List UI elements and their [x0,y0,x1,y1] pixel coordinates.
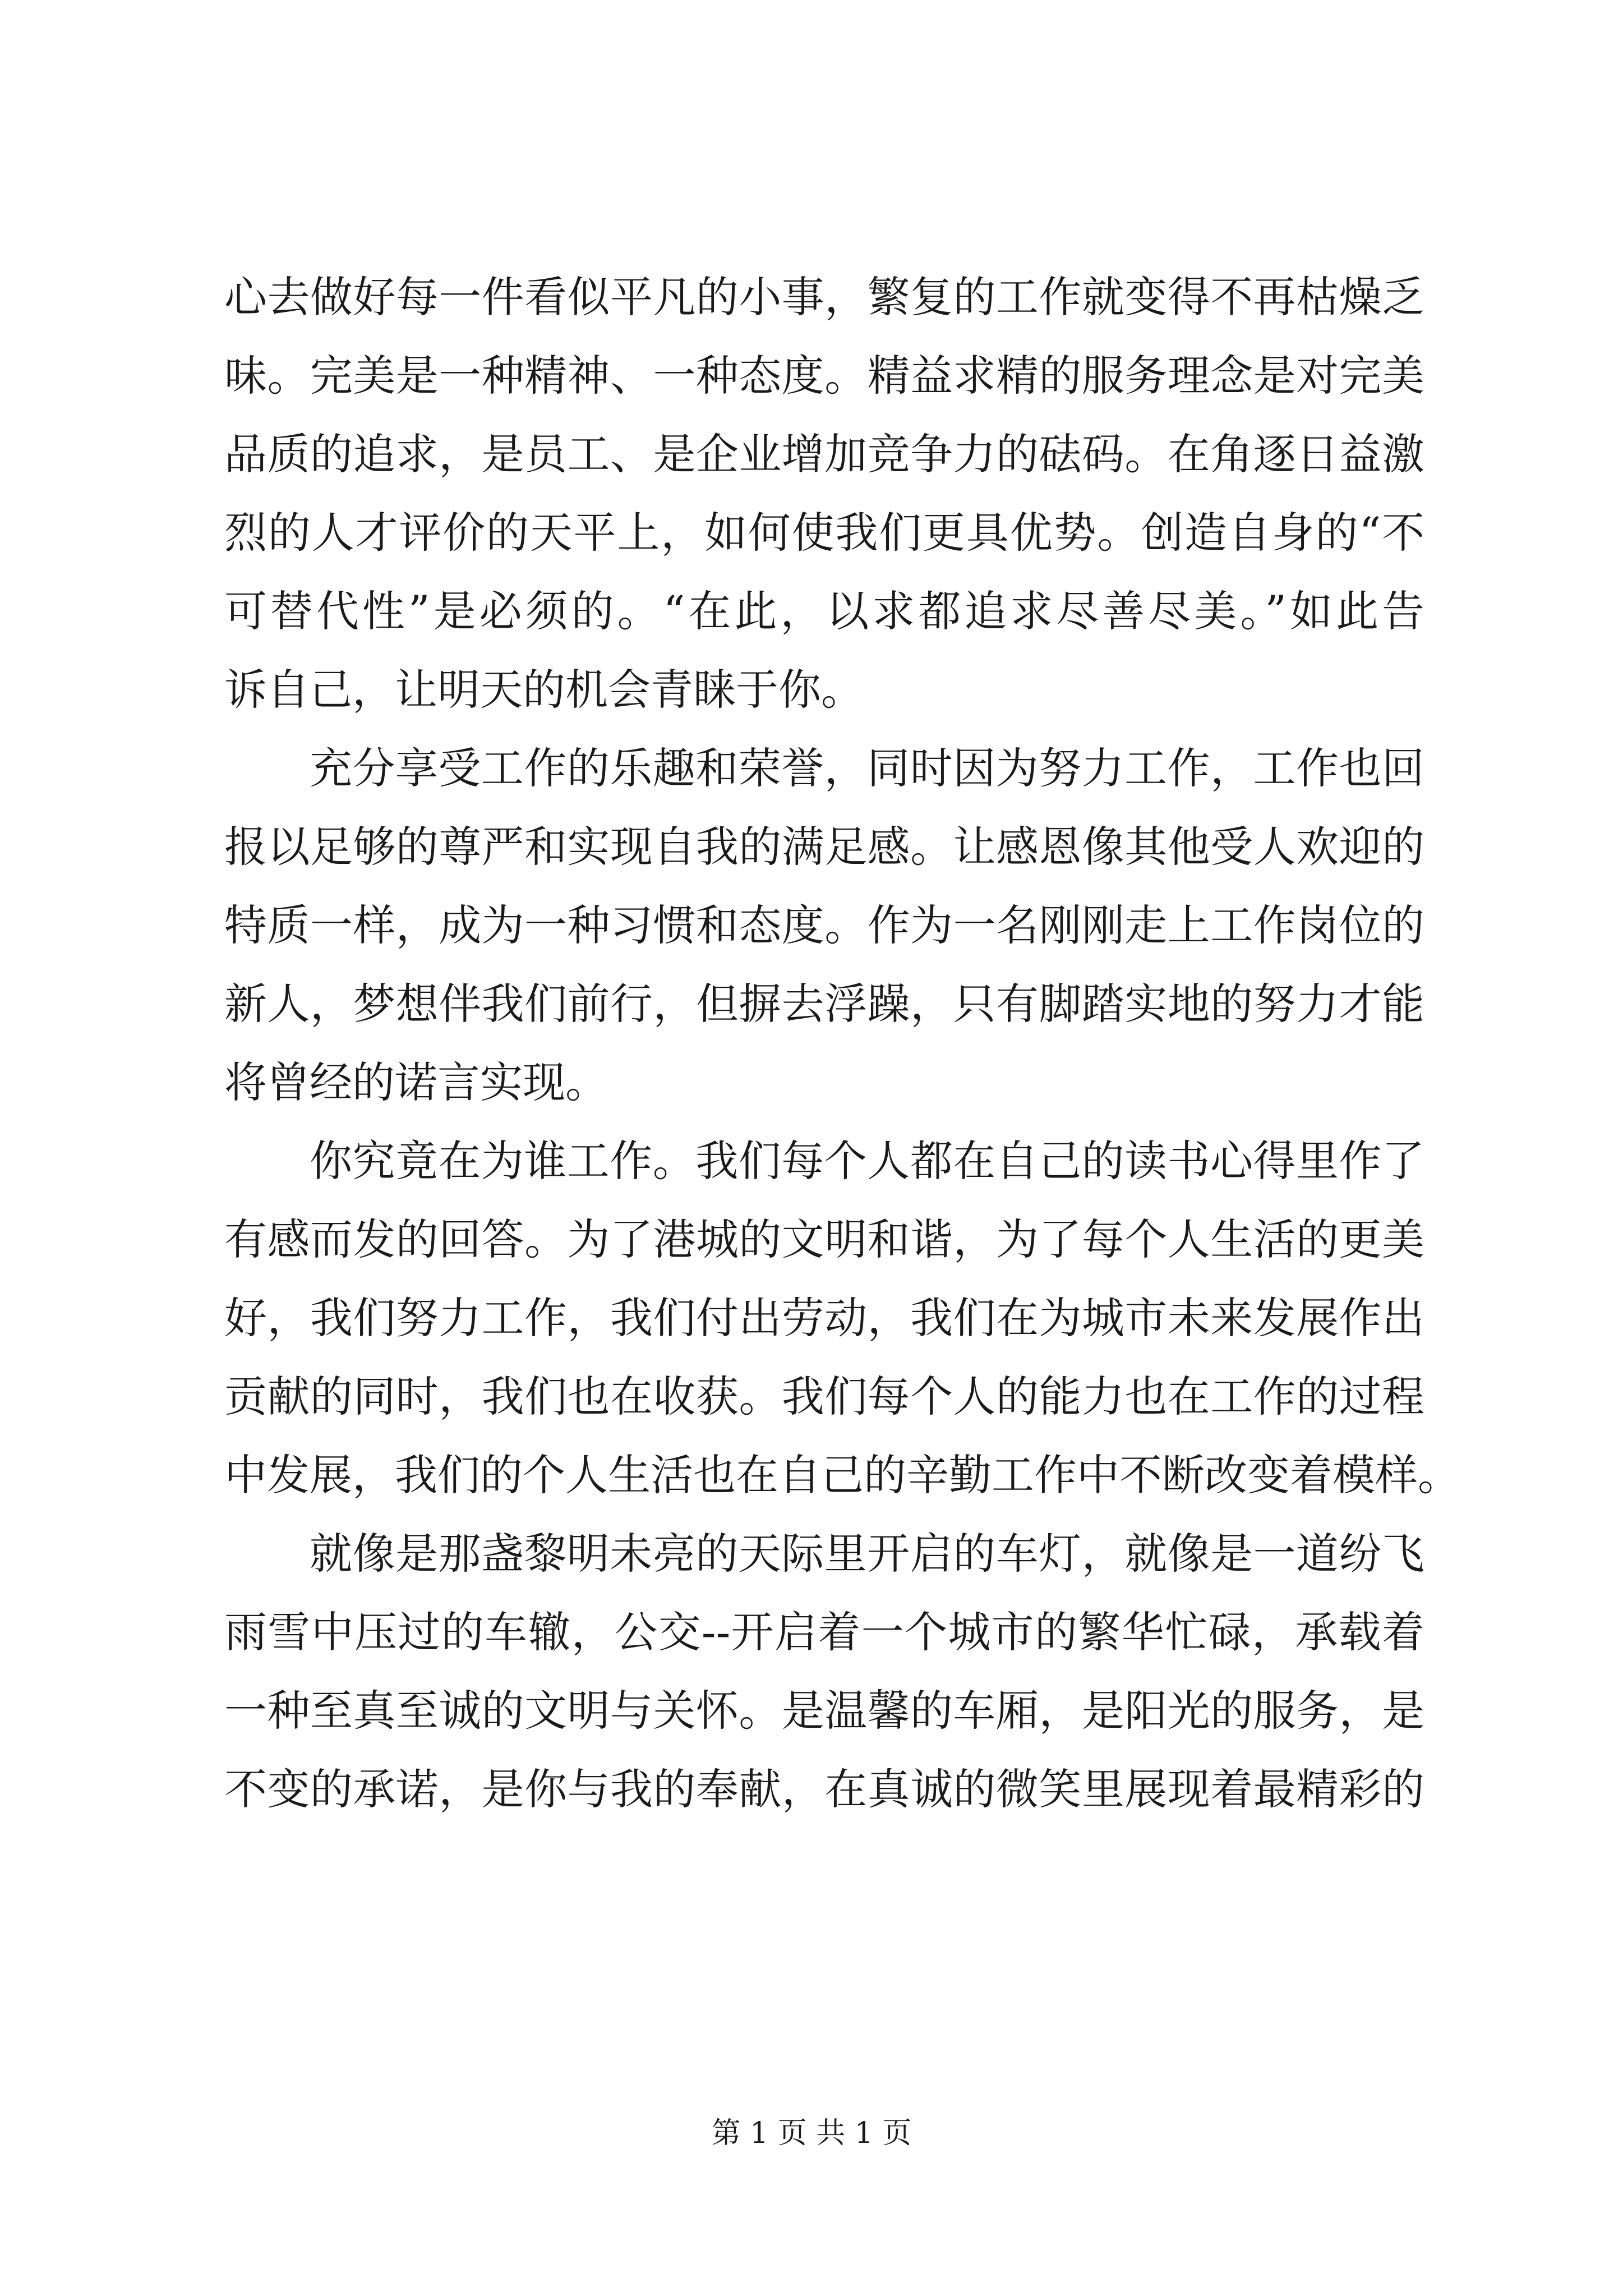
text-line: 好，我们努力工作，我们付出劳动，我们在为城市未来发展作出 [224,1293,1424,1343]
text-line: 一种至真至诚的文明与关怀。是温馨的车厢，是阳光的服务，是 [224,1686,1424,1736]
document-body [224,258,1460,1829]
text-line: 特质一样，成为一种习惯和态度。作为一名刚刚走上工作岗位的 [224,900,1424,950]
text-line: 品质的追求，是员工、是企业增加竞争力的砝码。在角逐日益激 [224,429,1424,479]
text-line: 烈的人才评价的天平上，如何使我们更具优势。创造自身的“不 [224,508,1424,558]
text-line: 味。完美是一种精神、一种态度。精益求精的服务理念是对完美 [224,351,1424,401]
text-line: 将曾经的诺言实现。 [224,1057,608,1107]
text-line: 贡献的同时，我们也在收获。我们每个人的能力也在工作的过程 [224,1372,1424,1421]
text-line: 充分享受工作的乐趣和荣誉，同时因为努力工作，工作也回 [310,743,1424,793]
text-line: 诉自己，让明天的机会青睐于你。 [224,665,864,715]
paragraph [224,729,1424,1122]
text-line: 心去做好每一件看似平凡的小事，繁复的工作就变得不再枯燥乏 [224,272,1424,322]
paragraph [224,258,1424,729]
paragraph [224,1122,1460,1515]
text-line: 雨雪中压过的车辙，公交--开启着一个城市的繁华忙碌，承载着 [224,1607,1424,1657]
page-footer: 第 1 页 共 1 页 [711,2116,912,2150]
text-line: 不变的承诺，是你与我的奉献，在真诚的微笑里展现着最精彩的 [224,1764,1424,1814]
text-line: 可替代性”是必须的。“在此，以求都追求尽善尽美。”如此告 [224,586,1424,636]
text-line: 就像是那盏黎明未亮的天际里开启的车灯，就像是一道纷飞 [310,1529,1424,1579]
text-line: 新人，梦想伴我们前行，但摒去浮躁，只有脚踏实地的努力才能 [224,979,1424,1029]
text-line: 中发展，我们的个人生活也在自己的辛勤工作中不断改变着模样。 [224,1450,1460,1500]
text-line: 报以足够的尊严和实现自我的满足感。让感恩像其他受人欢迎的 [224,822,1424,872]
paragraph [224,1515,1424,1829]
text-line: 有感而发的回答。为了港城的文明和谐，为了每个人生活的更美 [224,1214,1424,1264]
text-line: 你究竟在为谁工作。我们每个人都在自己的读书心得里作了 [310,1136,1424,1186]
